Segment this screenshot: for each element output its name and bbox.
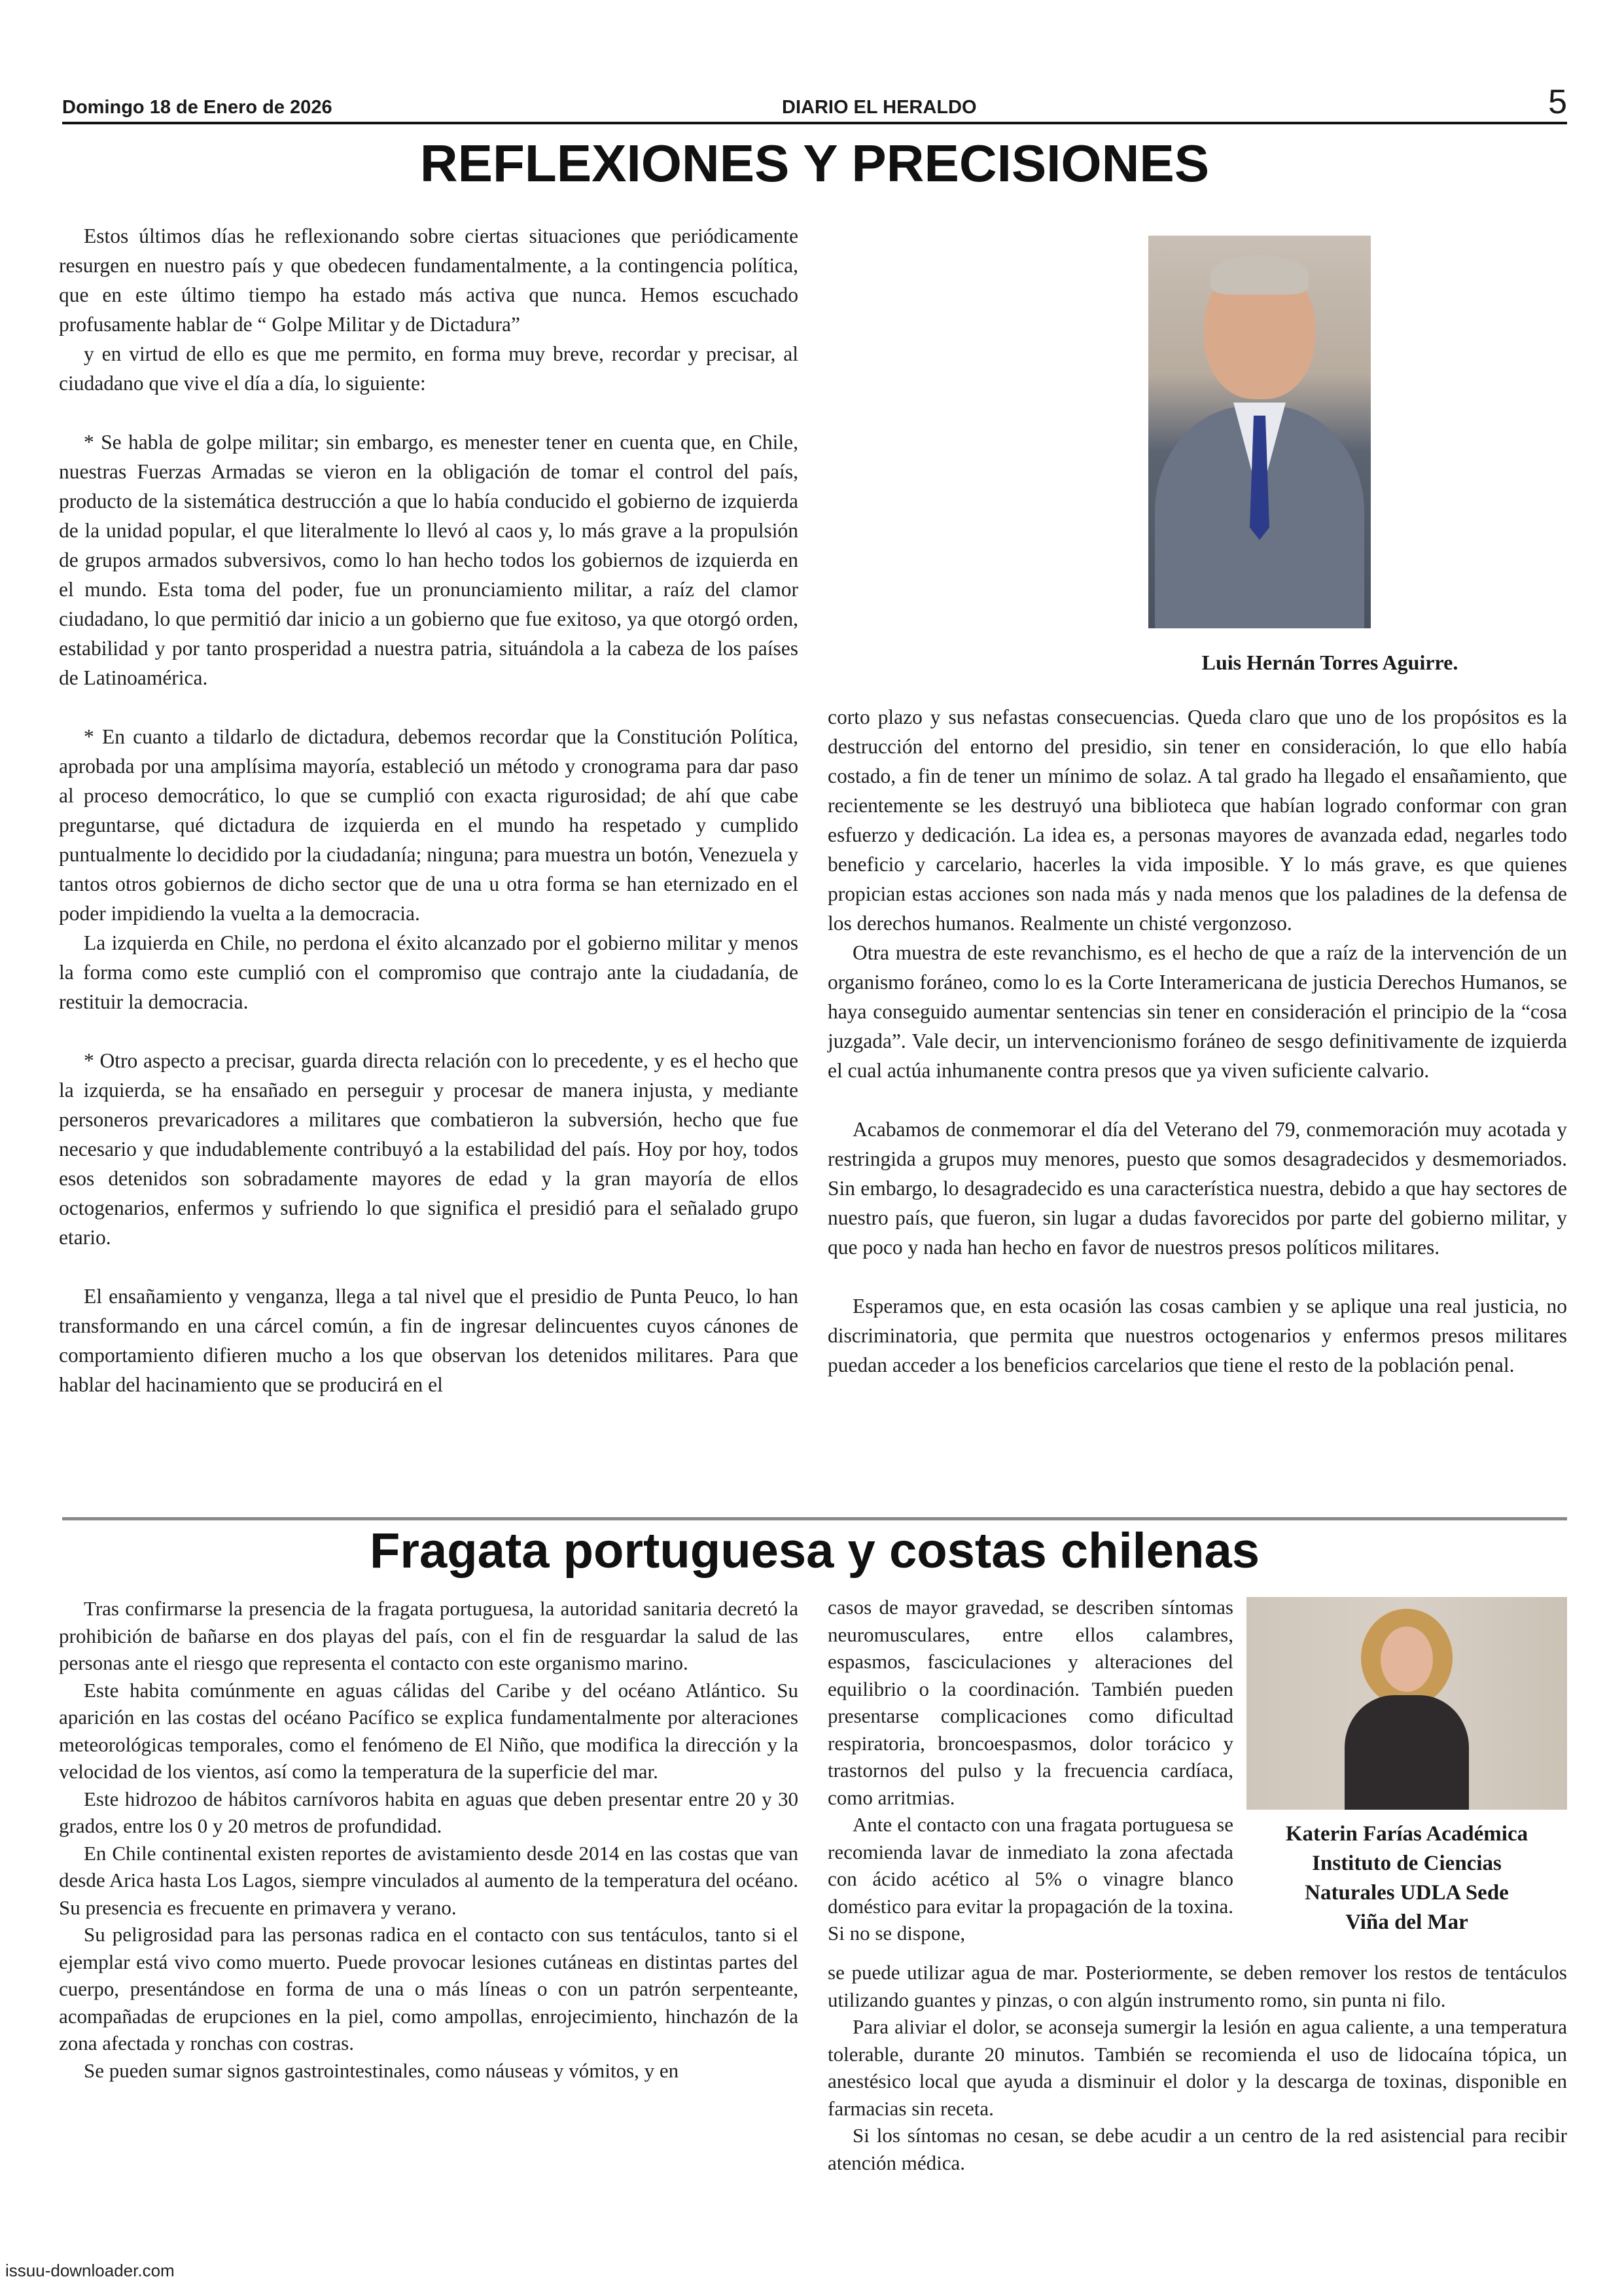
issue-date: Domingo 18 de Enero de 2026: [62, 97, 332, 118]
paragraph-gap: [828, 1262, 1567, 1291]
article2-paragraph: Tras confirmarse la presencia de la fragata portuguesa, la autoridad sanitaria decretó la prohibición de bañarse en dos playas del país, con el fin de resguardar la salud de las personas ante el riesgo que representa el contacto con este organismo marino.: [59, 1597, 798, 1674]
author-photo: [1148, 236, 1371, 628]
article1-title: REFLEXIONES Y PRECISIONES: [419, 134, 1210, 192]
paragraph-gap: [59, 1016, 798, 1046]
article1-paragraph: Acabamos de conmemorar el día del Veterano del 79, conmemoración muy acotada y restringida a grupos muy menores, puesto que somos desagradecidos y desmemoriados. Sin embargo, lo desagradecido es una característica nuestra, debido a que hay sectores de nuestro país, que fueron, sin lugar a dudas favorecidos por parte del gobierno militar, y que poco y nada han hecho en favor de nuestros presos políticos militares.: [828, 1118, 1567, 1259]
photo-body: [1345, 1695, 1469, 1810]
paragraph-gap: [59, 1252, 798, 1282]
article2-right-bottom-column: [828, 1959, 1567, 2176]
caption-line: Instituto de Ciencias: [1312, 1852, 1502, 1875]
article1-paragraph: * Se habla de golpe militar; sin embargo, es menester tener en cuenta que, en Chile, nuestras Fuerzas Armadas se vieron en la obligación de tomar el control del país, producto de la sistemática destrucción a que lo había conducido el gobierno de izquierda de la unidad popular, el que literalmente lo llevó al caos y, lo más grave a la propulsión de grupos armados subversivos, como lo han hecho todos los gobiernos de izquierda en el mundo. Esta toma del poder, fue un pronunciamiento militar, a raíz del clamor ciudadano, lo que permitió dar inicio a un gobierno que fue exitoso, ya que otorgó orden, estabilidad y por tanto prosperidad a nuestra patria, situándola a la cabeza de los países de Latinoamérica.: [59, 431, 798, 689]
caption-line: Naturales UDLA Sede: [1305, 1881, 1509, 1905]
page-number: 5: [1548, 83, 1567, 121]
article1-paragraph: Esperamos que, en esta ocasión las cosas cambien y se aplique una real justicia, no discriminatoria, que permita que nuestros octogenarios y enfermos presos militares puedan acceder a los beneficios carcelarios que tiene el resto de la población penal.: [828, 1295, 1567, 1376]
article1-right-column: [828, 702, 1567, 1380]
watermark-text: issuu-downloader.com: [5, 2261, 175, 2280]
header-rule: [62, 122, 1567, 124]
article2-paragraph: Para aliviar el dolor, se aconseja sumergir la lesión en agua caliente, a una temperatura tolerable, durante 20 minutos. También se recomienda el uso de lidocaína tópica, un anestésico local que ayuda a disminuir el dolor y la descarga de toxinas, disponible en farmacias sin receta.: [828, 2015, 1567, 2120]
page-header: [62, 83, 1567, 124]
article2-paragraph: Se pueden sumar signos gastrointestinales, como náuseas y vómitos, y en: [84, 2058, 679, 2082]
article2-paragraph: Este habita comúnmente en aguas cálidas del Caribe y del océano Atlántico. Su aparición en las costas del océano Pacífico se explica fundamentalmente por alteraciones meteorológicas temporales, como el fenómeno de El Niño, que modifica la dirección y la velocidad de los vientos, así como la temperatura de la superficie del mar.: [59, 1678, 798, 1783]
caption-line: Katerin Farías Académica: [1285, 1822, 1528, 1846]
article2-paragraph: se puede utilizar agua de mar. Posteriormente, se deben remover los restos de tentáculos utilizando guantes y pinzas, o con algún instrumento romo, sin punta ni filo.: [828, 1961, 1567, 2011]
article1-paragraph: corto plazo y sus nefastas consecuencias. Queda claro que uno de los propósitos es la destrucción del entorno del presidio, sin tener en consideración, lo que ello había costado, a fin de tener un mínimo de solaz. A tal grado ha llegado el ensañamiento, que recientemente se les destruyó una biblioteca que habían logrado conformar con gran esfuerzo y dedicación. La idea es, a personas mayores de avanzada edad, negarles todo beneficio y carcelario, hacerles la vida imposible. Y lo más grave, es que quienes propician estas acciones son nada más y nada menos que los paladines de la defensa de los derechos humanos. Realmente un chisté vergonzoso.: [828, 706, 1567, 935]
article2-paragraph: Ante el contacto con una fragata portuguesa se recomienda lavar de inmediato la zona afectada con ácido acético al 5% o vinagre blanco doméstico para evitar la propagación de la toxina. Si no se dispone,: [828, 1813, 1233, 1945]
paragraph-gap: [59, 398, 798, 427]
paragraph-gap: [828, 1085, 1567, 1115]
article1-paragraph: El ensañamiento y venganza, llega a tal nivel que el presidio de Punta Peuco, lo han transformando en una cárcel común, a fin de ingresar delincuentes cuyos cánones de comportamiento difieren mucho a los que observan los detenidos militares. Para que hablar del hacinamiento que se producirá en el: [59, 1285, 798, 1396]
article2-paragraph: En Chile continental existen reportes de avistamiento desde 2014 en las costas que van desde Arica hasta Los Lagos, siempre vinculados al aumento de la temperatura del océano. Su presencia es frecuente en primavera y verano.: [59, 1841, 798, 1919]
photo-face: [1381, 1626, 1433, 1692]
article1-left-column: [59, 221, 798, 1399]
article2-paragraph: Este hidrozoo de hábitos carnívoros habita en aguas que deben presentar entre 20 y 30 grados, entre los 0 y 20 metros de profundidad.: [59, 1787, 798, 1837]
article2-right-top-column: [828, 1594, 1233, 1947]
academic-caption: [1237, 1820, 1577, 1937]
article2-paragraph: Su peligrosidad para las personas radica en el contacto con sus tentáculos, tanto si el ejemplar está vivo como muerto. Puede provocar lesiones cutáneas en distintas partes del cuerpo, presentándose en forma de una o más líneas o con un patrón serpenteante, acompañadas de erupciones en la piel, como ampollas, enrojecimiento, hinchazón de la zona afectada y ronchas con costras.: [59, 1923, 798, 2054]
paragraph-gap: [59, 692, 798, 722]
article1-paragraph: Estos últimos días he reflexionando sobre ciertas situaciones que periódicamente resurgen en nuestro país y que obedecen fundamentalmente, a la contingencia política, que en este último tiempo ha estado más activa que nunca. Hemos escuchado profusamente hablar de “ Golpe Militar y de Dictadura”: [59, 224, 798, 336]
article2-title: Fragata portuguesa y costas chilenas: [369, 1523, 1260, 1579]
author-caption: Luis Hernán Torres Aguirre.: [1201, 651, 1458, 674]
photo-hair: [1210, 255, 1309, 295]
article2-paragraph: casos de mayor gravedad, se describen síntomas neuromusculares, entre ellos calambres, espasmos, fasciculaciones y alteraciones del equilibrio o la coordinación. También pueden presentarse complicaciones como dificultad respiratoria, broncoespasmos, dolor torácico y trastornos del pulso y la frecuencia cardíaca, como arritmias.: [828, 1596, 1233, 1809]
academic-photo: [1246, 1597, 1567, 1810]
article2-left-column: [59, 1595, 798, 2084]
article1-paragraph: * En cuanto a tildarlo de dictadura, debemos recordar que la Constitución Política, aprobada por una amplísima mayoría, estableció un método y cronograma para dar paso al proceso democrático, lo que se cumplió con exacta rigurosidad; de ahí que cabe preguntarse, qué dictadura de izquierda en el mundo ha respetado y cumplido puntualmente lo decidido por la ciudadanía; ninguna; para muestra un botón, Venezuela y tantos otros gobiernos de dicho sector que de una u otra forma se han eternizado en el poder impidiendo la vuelta a la democracia.: [59, 725, 798, 925]
caption-line: Viña del Mar: [1345, 1910, 1468, 1934]
article2-paragraph: Si los síntomas no cesan, se debe acudir a un centro de la red asistencial para recibir atención médica.: [828, 2124, 1567, 2174]
newspaper-name: DIARIO EL HERALDO: [782, 97, 977, 118]
article1-paragraph: * Otro aspecto a precisar, guarda directa relación con lo precedente, y es el hecho que la izquierda, se ha ensañado en perseguir y procesar de manera injusta, y mediante personeros prevaricadores a militares que combatieron la subversión, hecho que fue necesario y que indudablemente contribuyó a la estabilidad del país. Hoy por hoy, todos esos detenidos son sobradamente mayores de edad y la gran mayoría de ellos octogenarios, enfermos y sufriendo lo que significa el presidió para el señalado grupo etario.: [59, 1049, 798, 1249]
article1-paragraph: Otra muestra de este revanchismo, es el hecho de que a raíz de la intervención de un organismo foráneo, como lo es la Corte Interamericana de justicia Derechos Humanos, se haya conseguido aumentar sentencias sin tener en consideración el principio de la “cosa juzgada”. Vale decir, un intervencionismo foráneo de sesgo definitivamente de izquierda el cual actúa inhumanente contra presos que ya viven suficiente calvario.: [828, 941, 1567, 1082]
article1-paragraph: y en virtud de ello es que me permito, en forma muy breve, recordar y precisar, al ciudadano que vive el día a día, lo siguiente:: [59, 342, 798, 395]
article1-paragraph: La izquierda en Chile, no perdona el éxito alcanzado por el gobierno militar y menos la forma como este cumplió con el compromiso que contrajo ante la ciudadanía, de restituir la democracia.: [59, 931, 798, 1013]
